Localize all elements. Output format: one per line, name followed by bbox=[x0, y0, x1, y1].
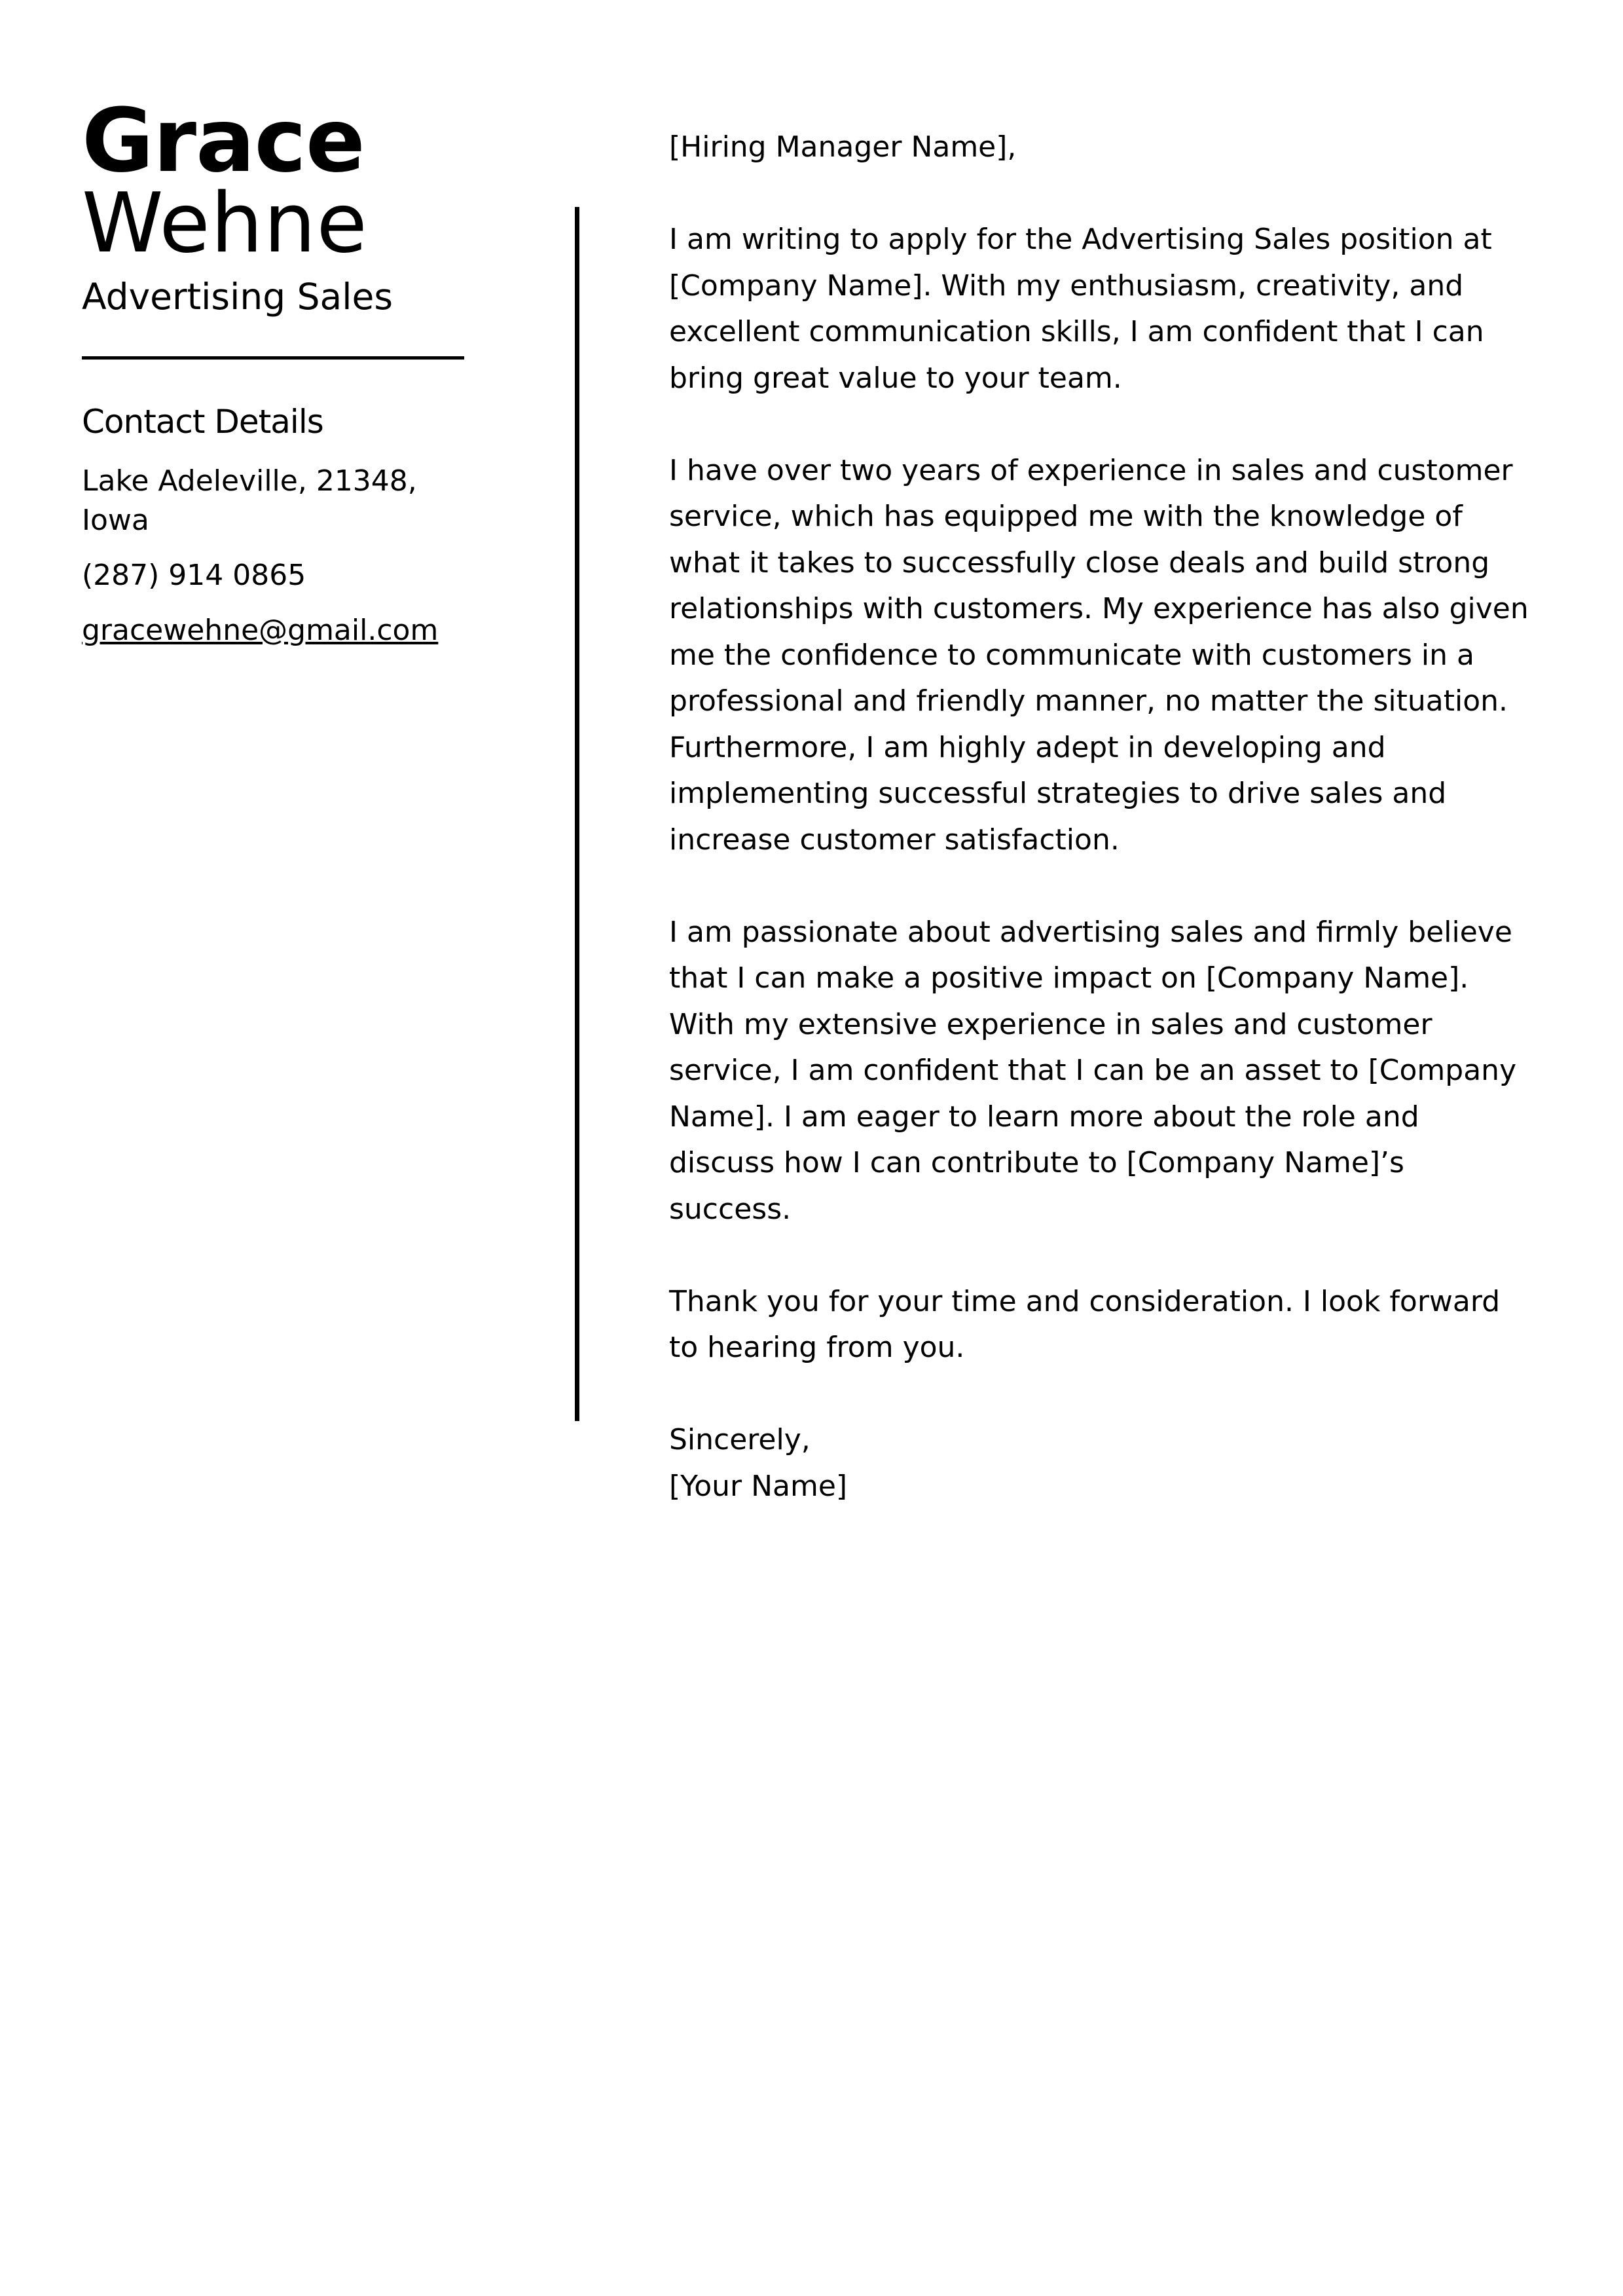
contact-address: Lake Adeleville, 21348, Iowa bbox=[82, 464, 417, 537]
contact-email-link[interactable]: gracewehne@gmail.com bbox=[82, 614, 439, 647]
letter-paragraph: Thank you for your time and consideration. I look forward to hearing from you. bbox=[669, 1284, 1501, 1364]
letter-salutation: [Hiring Manager Name], bbox=[669, 130, 1017, 164]
letter-paragraph: I am passionate about advertising sales and firmly believe that I can make a positive impact on [Company Name]. With my extensive experience in sales and customer service, I am confident that I can be an asset to [Company Name]. I am eager to learn more about the role and discuss how I can contribute to [Company Name]’s success. bbox=[669, 915, 1517, 1226]
letter-closing: Sincerely, bbox=[669, 1423, 811, 1456]
contact-phone: (287) 914 0865 bbox=[82, 559, 306, 592]
first-name: Grace bbox=[82, 90, 365, 192]
letter-body bbox=[669, 124, 1533, 1509]
letter-paragraph: I am writing to apply for the Advertising Sales position at [Company Name]. With my enthusiasm, creativity, and excellent communication skills, I am confident that I can bring great value to your team. bbox=[669, 223, 1492, 395]
sidebar-divider bbox=[82, 356, 464, 360]
letter-paragraph: I have over two years of experience in sales and customer service, which has equipped me with the knowledge of what it takes to successfully close deals and build strong relationships with customers. My experience has also given me the confidence to communicate with customers in a professional and friendly manner, no matter the situation. Furthermore, I am highly adept in developing and implementing successful strategies to drive sales and increase customer satisfaction. bbox=[669, 453, 1529, 857]
job-title: Advertising Sales bbox=[82, 276, 393, 318]
last-name: Wehne bbox=[82, 175, 368, 271]
sidebar bbox=[82, 90, 468, 650]
contact-heading: Contact Details bbox=[82, 403, 323, 441]
letter-signature: [Your Name] bbox=[669, 1469, 848, 1503]
vertical-divider bbox=[575, 207, 579, 1421]
